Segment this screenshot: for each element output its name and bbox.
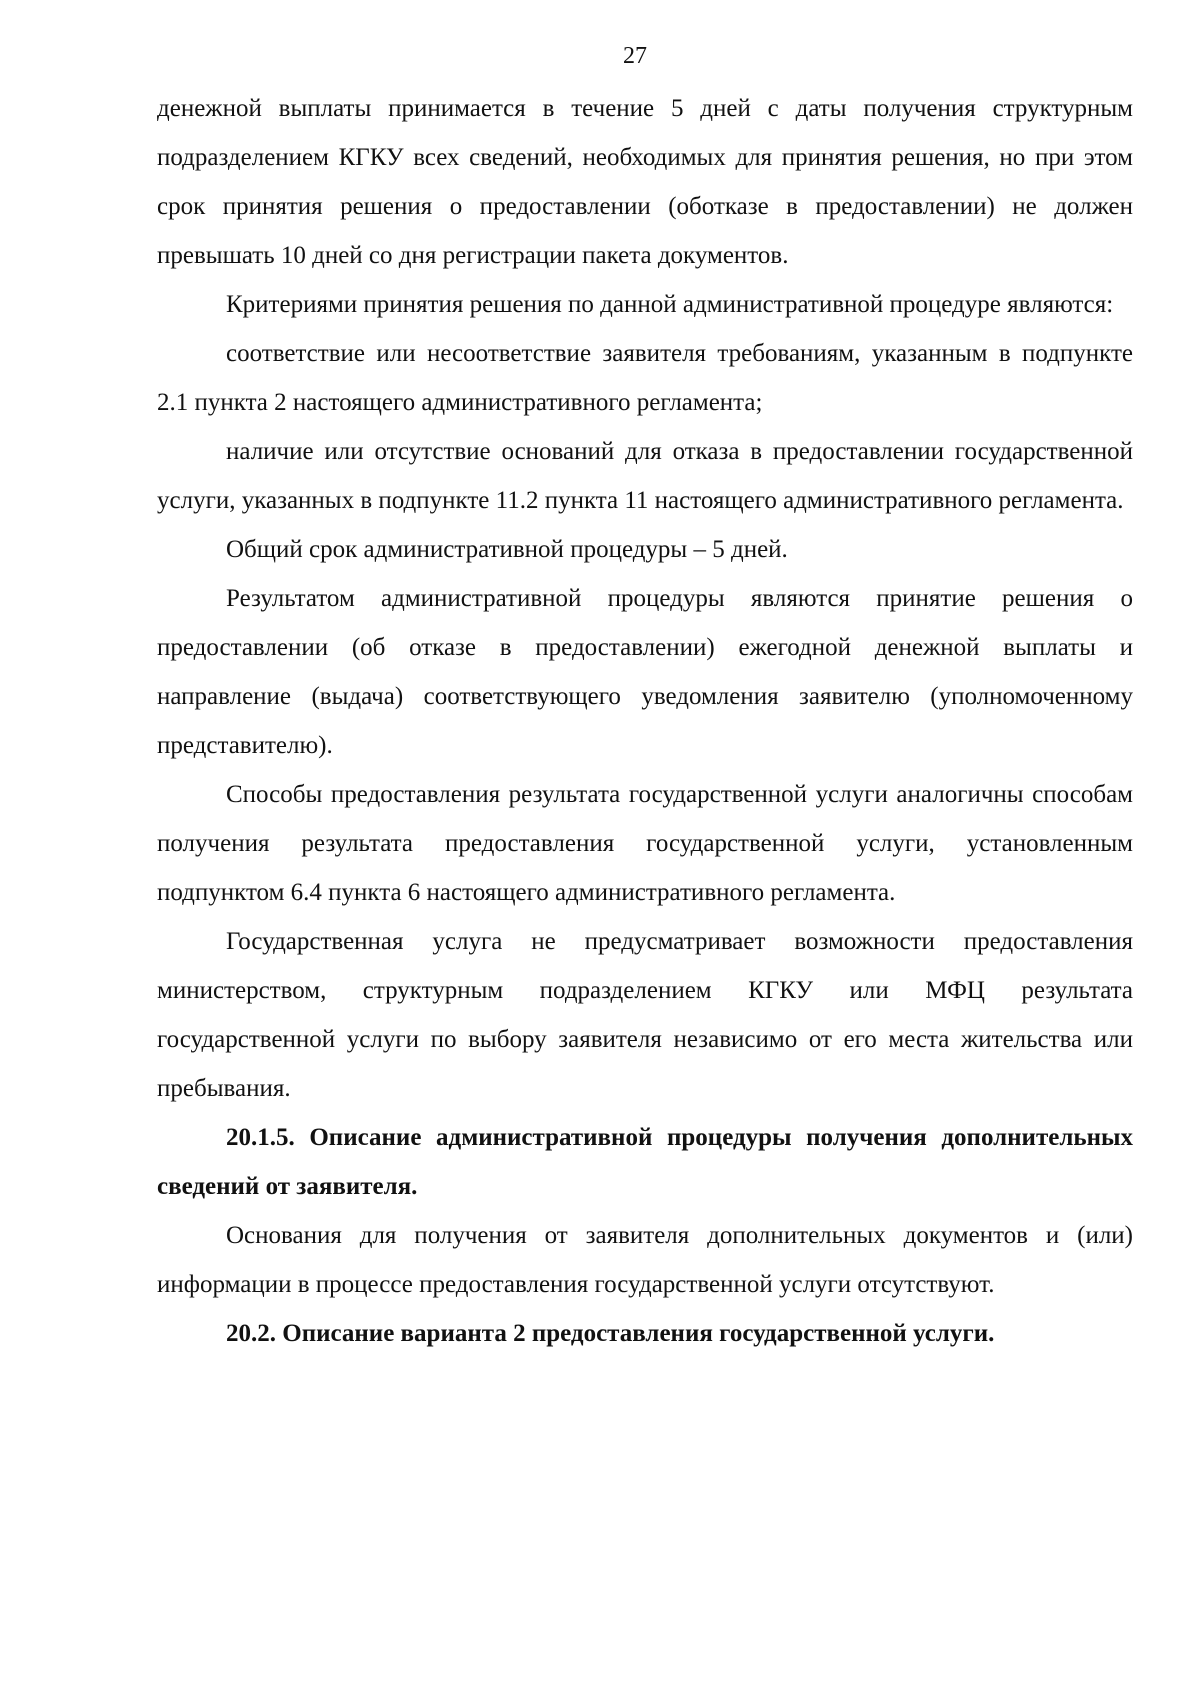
paragraph-decision-term: денежной выплаты принимается в течение 5 дней с даты получения структурным подразделением КГКУ всех сведений, необходимых для принятия решения, но при этом срок принятия решения о предоставлении (оботказе в предоставлении) не должен превышать 10 дней со дня регистрации пакета документов. <box>157 95 1133 269</box>
paragraph-criteria-compliance: соответствие или несоответствие заявителя требованиям, указанным в подпункте 2.1 пункта 2 настоящего административного регламента; <box>157 340 1133 416</box>
paragraph-total-term: Общий срок административной процедуры – 5 дней. <box>226 536 788 563</box>
paragraph-criteria-refusal-grounds: наличие или отсутствие оснований для отказа в предоставлении государственной услуги, указанных в подпункте 11.2 пункта 11 настоящего административного регламента. <box>157 438 1133 514</box>
page-number: 27 <box>623 43 647 69</box>
paragraph-result: Результатом административной процедуры являются принятие решения о предоставлении (об отказе в предоставлении) ежегодной денежной выплаты и направление (выдача) соответствующего уведомления заявителю (уполномоченному представителю). <box>157 585 1133 759</box>
paragraph-result-methods: Способы предоставления результата государственной услуги аналогичны способам получения результата предоставления государственной услуги, установленным подпунктом 6.4 пункта 6 настоящего административного регламента. <box>157 781 1133 906</box>
paragraph-additional-info: Основания для получения от заявителя дополнительных документов и (или) информации в процессе предоставления государственной услуги отсутствуют. <box>157 1222 1133 1298</box>
document-body <box>157 84 1133 1358</box>
section-heading-20-1-5: 20.1.5. Описание административной процедуры получения дополнительных сведений от заявителя. <box>157 1124 1133 1200</box>
paragraph-criteria-intro: Критериями принятия решения по данной административной процедуре являются: <box>226 291 1114 318</box>
paragraph-extraterritorial: Государственная услуга не предусматривает возможности предоставления министерством, структурным подразделением КГКУ или МФЦ результата государственной услуги по выбору заявителя независимо от его места жительства или пребывания. <box>157 928 1133 1102</box>
section-heading-20-2: 20.2. Описание варианта 2 предоставления государственной услуги. <box>226 1320 995 1347</box>
